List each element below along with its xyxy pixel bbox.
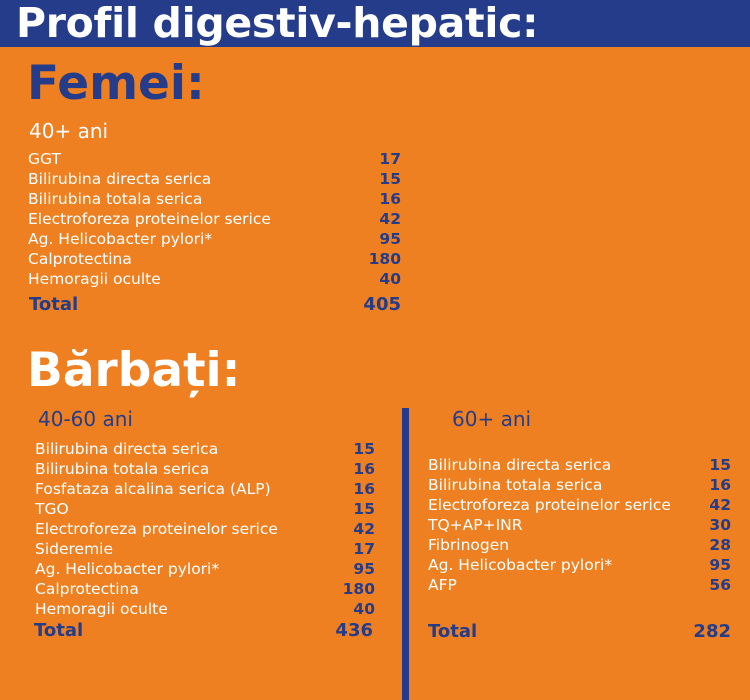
test-price: 17 [353,540,375,558]
women-section-title: Femei: [27,56,205,111]
test-price: 180 [368,250,401,268]
test-price: 16 [709,476,731,494]
test-name: Hemoragii oculte [35,600,168,618]
list-item [28,269,401,289]
list-item [35,519,375,539]
test-price: 180 [342,580,375,598]
test-name: AFP [428,576,457,594]
test-name: Ag. Helicobacter pylori* [28,230,213,248]
test-price: 30 [709,516,731,534]
test-price: 16 [379,190,401,208]
test-name: Electroforeza proteinelor serice [35,520,278,538]
test-name: Sideremie [35,540,114,558]
total-value: 436 [335,620,373,641]
list-item [28,209,401,229]
list-item [35,599,375,619]
list-item [35,439,375,459]
test-price: 15 [379,170,401,188]
total-label: Total [428,621,478,642]
test-price: 42 [353,520,375,538]
list-item [35,579,375,599]
test-price: 42 [379,210,401,228]
page-title: Profil digestiv-hepatic: [16,0,539,47]
test-price: 40 [379,270,401,288]
list-item [28,229,401,249]
list-item [428,475,731,495]
test-price: 95 [709,556,731,574]
test-price: 56 [709,576,731,594]
women-age-label: 40+ ani [29,119,109,143]
test-name: Electroforeza proteinelor serice [428,496,671,514]
test-name: Calprotectina [35,580,139,598]
list-item [35,499,375,519]
test-name: Bilirubina directa serica [428,456,612,474]
test-name: TQ+AP+INR [428,516,523,534]
men-group2-total-row [428,620,731,644]
test-price: 40 [353,600,375,618]
list-item [428,495,731,515]
test-price: 17 [379,150,401,168]
list-item [28,249,401,269]
test-price: 95 [353,560,375,578]
list-item [428,515,731,535]
total-label: Total [34,620,84,641]
list-item [28,169,401,189]
women-test-list [28,149,401,289]
men-section-title: Bărbați: [27,343,241,398]
total-value: 282 [693,621,731,642]
total-value: 405 [363,294,401,315]
test-price: 28 [709,536,731,554]
list-item [28,189,401,209]
test-name: Ag. Helicobacter pylori* [35,560,220,578]
list-item [428,575,731,595]
test-price: 15 [353,500,375,518]
list-item [35,539,375,559]
test-name: Fosfataza alcalina serica (ALP) [35,480,271,498]
list-item [428,535,731,555]
test-price: 15 [709,456,731,474]
test-name: TGO [35,500,69,518]
men-group1-total-row [34,619,373,643]
men-group1-age-label: 40-60 ani [38,407,133,431]
test-name: Electroforeza proteinelor serice [28,210,271,228]
test-price: 95 [379,230,401,248]
list-item [428,555,731,575]
test-name: Calprotectina [28,250,132,268]
list-item [35,559,375,579]
list-item [428,455,731,475]
list-item [35,479,375,499]
test-name: GGT [28,150,61,168]
list-item [35,459,375,479]
test-price: 15 [353,440,375,458]
test-name: Ag. Helicobacter pylori* [428,556,613,574]
test-name: Bilirubina directa serica [35,440,219,458]
men-group2-age-label: 60+ ani [452,407,532,431]
test-price: 42 [709,496,731,514]
test-name: Bilirubina directa serica [28,170,212,188]
total-label: Total [29,294,79,315]
test-name: Fibrinogen [428,536,510,554]
men-group2-test-list [428,455,731,595]
list-item [28,149,401,169]
test-name: Bilirubina totala serica [428,476,603,494]
test-name: Bilirubina totala serica [28,190,203,208]
test-price: 16 [353,460,375,478]
men-group1-test-list [35,439,375,619]
column-divider [402,408,409,700]
test-name: Hemoragii oculte [28,270,161,288]
test-name: Bilirubina totala serica [35,460,210,478]
women-total-row [29,293,401,317]
test-price: 16 [353,480,375,498]
